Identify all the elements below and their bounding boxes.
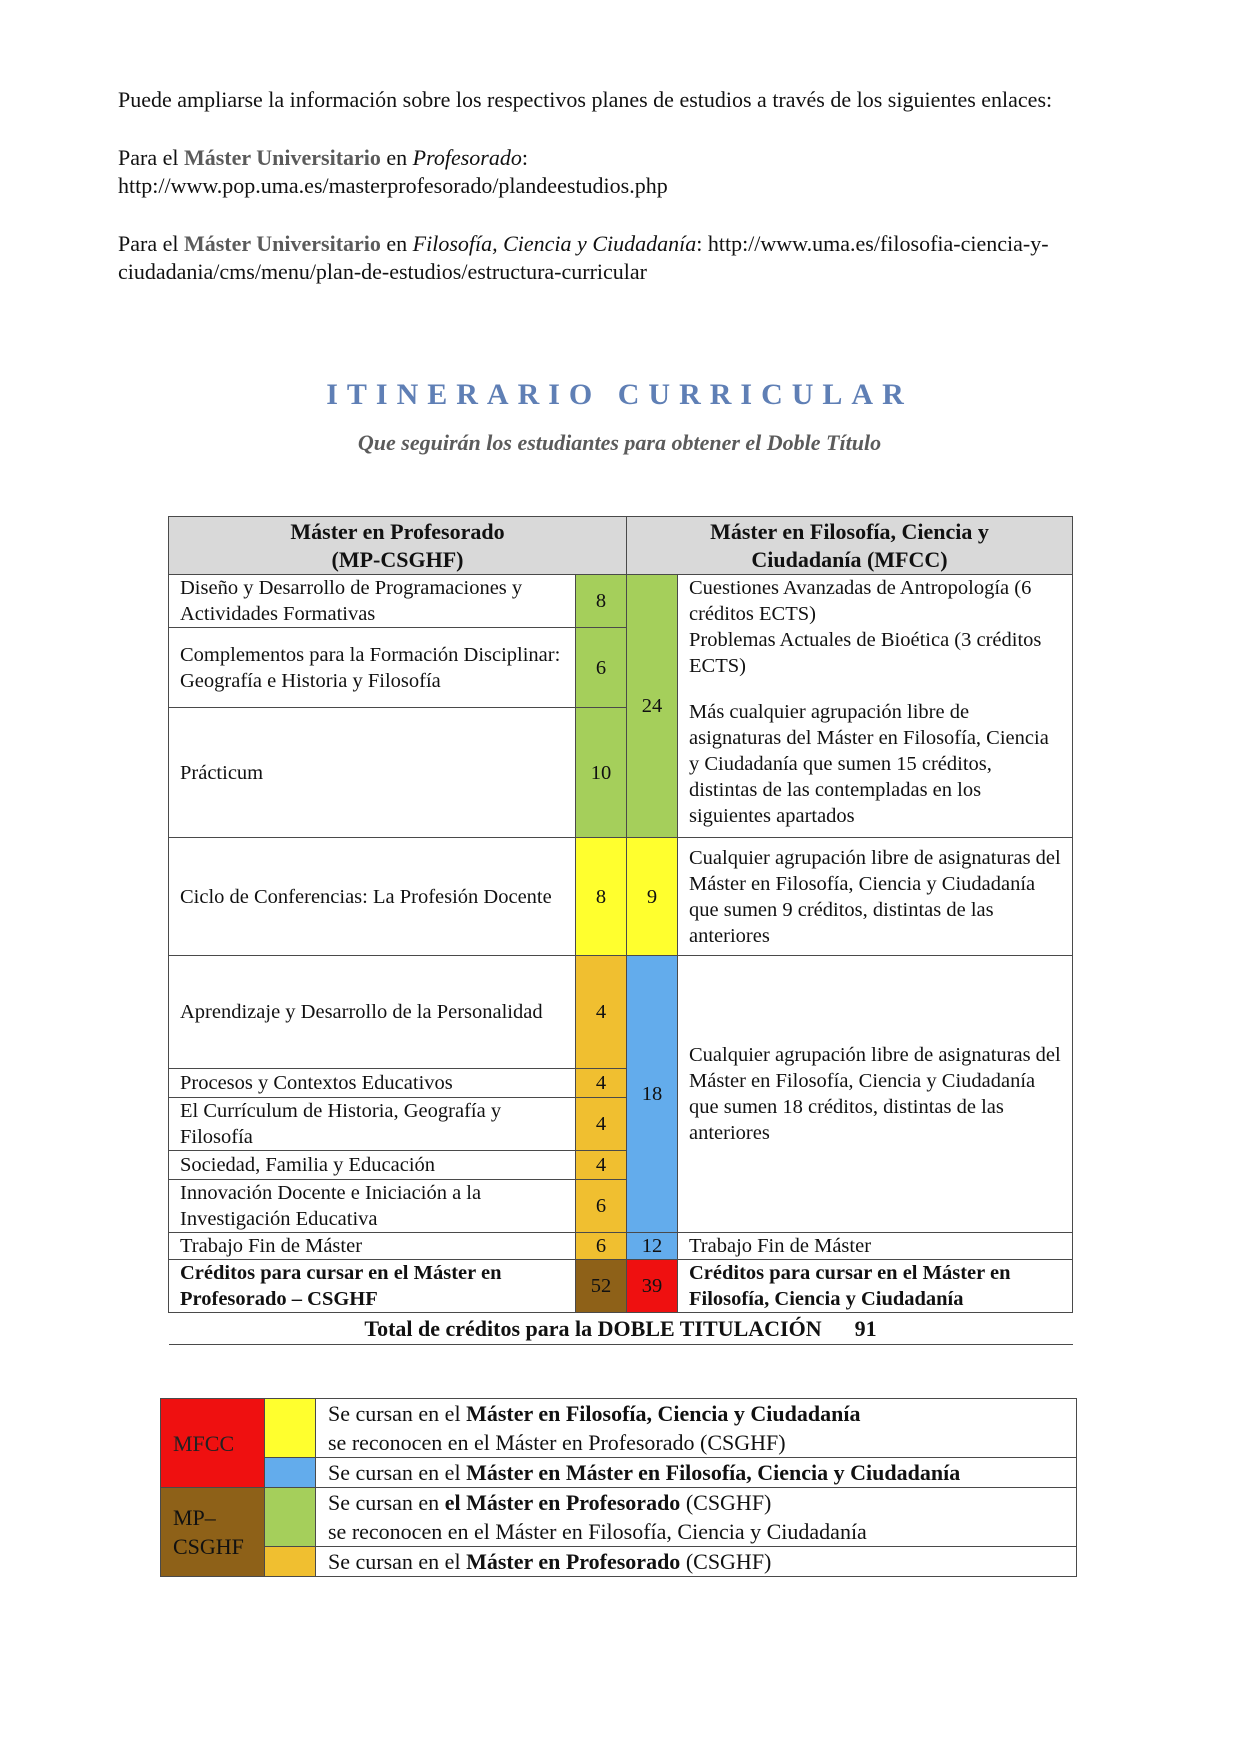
header-mp: Máster en Profesorado (MP-CSGHF) <box>169 517 627 575</box>
table-row <box>169 838 1073 956</box>
color-legend-table <box>160 1398 1077 1577</box>
mfcc-credits-yellow: 9 <box>627 838 678 956</box>
grand-total <box>169 1313 1073 1345</box>
subject-name: Complementos para la Formación Disciplinar: Geografía e Historia y Filosofía <box>169 628 576 708</box>
mfcc-credits-blue: 18 <box>627 956 678 1233</box>
legend-row <box>161 1458 1077 1488</box>
table-header-row <box>169 517 1073 575</box>
legend-orange-text: Se cursan en el Máster en Profesorado (CSGHF) <box>316 1547 1077 1577</box>
legend-row <box>161 1547 1077 1577</box>
profesorado-link-paragraph <box>118 144 1118 200</box>
mfcc-description-yellow: Cualquier agrupación libre de asignaturas del Máster en Filosofía, Ciencia y Ciudadanía que sumen 9 créditos, distintas de las anteriores <box>678 838 1073 956</box>
subject-name: El Currículum de Historia, Geografía y Filosofía <box>169 1098 576 1151</box>
subject-name: Trabajo Fin de Máster <box>169 1233 576 1260</box>
table-row <box>169 956 1073 1069</box>
master-name: Profesorado <box>412 145 522 170</box>
subject-credits: 4 <box>576 956 627 1069</box>
profesorado-url-link[interactable]: http://www.pop.uma.es/masterprofesorado/plandeestudios.php <box>118 173 668 198</box>
legend-yellow-text: Se cursan en el Máster en Filosofía, Ciencia y Ciudadanía se reconocen en el Máster en Profesorado (CSGHF) <box>316 1399 1077 1458</box>
grand-total-value: 91 <box>854 1315 877 1341</box>
subject-credits: 8 <box>576 575 627 628</box>
total-mp-label: Créditos para cursar en el Máster en Profesorado – CSGHF <box>169 1260 576 1313</box>
text-prefix: Para el <box>118 145 184 170</box>
mfcc-description-tfm: Trabajo Fin de Máster <box>678 1233 1073 1260</box>
subject-name: Procesos y Contextos Educativos <box>169 1069 576 1098</box>
total-mp-credits: 52 <box>576 1260 627 1313</box>
subject-name: Diseño y Desarrollo de Programaciones y Actividades Formativas <box>169 575 576 628</box>
grand-total-row <box>169 1313 1073 1345</box>
legend-orange-swatch <box>265 1547 316 1577</box>
legend-green-text: Se cursan en el Máster en Profesorado (CSGHF) se reconocen en el Máster en Filosofía, Ciencia y Ciudadanía <box>316 1488 1077 1547</box>
subject-credits: 4 <box>576 1069 627 1098</box>
legend-row <box>161 1399 1077 1458</box>
mfcc-credits-green: 24 <box>627 575 678 838</box>
text-mid: en <box>380 231 413 256</box>
legend-row <box>161 1488 1077 1547</box>
filosofia-url-link[interactable]: http://www.uma.es/filosofia-ciencia-y-ciudadania/cms/menu/plan-de-estudios/estructura-curricular <box>118 231 1049 284</box>
header-mfcc: Máster en Filosofía, Ciencia y Ciudadanía (MFCC) <box>627 517 1073 575</box>
master-name: Filosofía, Ciencia y Ciudadanía <box>412 231 697 256</box>
subject-name: Ciclo de Conferencias: La Profesión Docente <box>169 838 576 956</box>
total-mfcc-credits: 39 <box>627 1260 678 1313</box>
filosofia-link-paragraph <box>118 230 1118 286</box>
intro-text <box>118 86 1118 316</box>
subject-credits: 8 <box>576 838 627 956</box>
subject-name: Sociedad, Familia y Educación <box>169 1151 576 1180</box>
subject-credits: 6 <box>576 628 627 708</box>
text-mid: en <box>380 145 413 170</box>
total-mfcc-label: Créditos para cursar en el Máster en Filosofía, Ciencia y Ciudadanía <box>678 1260 1073 1313</box>
subject-credits: 10 <box>576 708 627 838</box>
text-prefix: Para el <box>118 231 184 256</box>
page-subtitle: Que seguirán los estudiantes para obtener el Doble Título <box>357 430 882 455</box>
grand-total-label: Total de créditos para la DOBLE TITULACIÓN <box>364 1315 822 1341</box>
legend-blue-text: Se cursan en el Máster en Máster en Filosofía, Ciencia y Ciudadanía <box>316 1458 1077 1488</box>
mfcc-description-green: Cuestiones Avanzadas de Antropología (6 créditos ECTS) Problemas Actuales de Bioética (3 créditos ECTS) Más cualquier agrupación libre de asignaturas del Máster en Filosofía, Ciencia y Ciudadanía que sumen 15 créditos, distintas de las contempladas en los siguientes apartados <box>678 575 1073 838</box>
page-title: ITINERARIO CURRICULAR <box>326 378 913 411</box>
text-suffix: : <box>696 231 708 256</box>
subject-name: Aprendizaje y Desarrollo de la Personalidad <box>169 956 576 1069</box>
subject-credits: 4 <box>576 1151 627 1180</box>
legend-blue-swatch <box>265 1458 316 1488</box>
subject-credits: 6 <box>576 1233 627 1260</box>
legend-mp-label: MP– CSGHF <box>161 1488 265 1577</box>
master-label: Máster Universitario <box>183 145 381 170</box>
legend-green-swatch <box>265 1488 316 1547</box>
subject-name: Prácticum <box>169 708 576 838</box>
totals-row <box>169 1260 1073 1313</box>
curriculum-table <box>168 516 1073 1345</box>
intro-paragraph: Puede ampliarse la información sobre los respectivos planes de estudios a través de los siguientes enlaces: <box>118 87 1053 112</box>
subject-name: Innovación Docente e Iniciación a la Investigación Educativa <box>169 1180 576 1233</box>
table-row <box>169 1233 1073 1260</box>
subject-credits: 6 <box>576 1180 627 1233</box>
subject-credits: 4 <box>576 1098 627 1151</box>
legend-mfcc-label: MFCC <box>161 1399 265 1488</box>
legend-yellow-swatch <box>265 1399 316 1458</box>
text-suffix: : <box>521 145 528 170</box>
mfcc-credits-tfm: 12 <box>627 1233 678 1260</box>
mfcc-description-blue: Cualquier agrupación libre de asignaturas del Máster en Filosofía, Ciencia y Ciudadanía que sumen 18 créditos, distintas de las anteriores <box>678 956 1073 1233</box>
table-row <box>169 575 1073 628</box>
master-label: Máster Universitario <box>183 231 381 256</box>
